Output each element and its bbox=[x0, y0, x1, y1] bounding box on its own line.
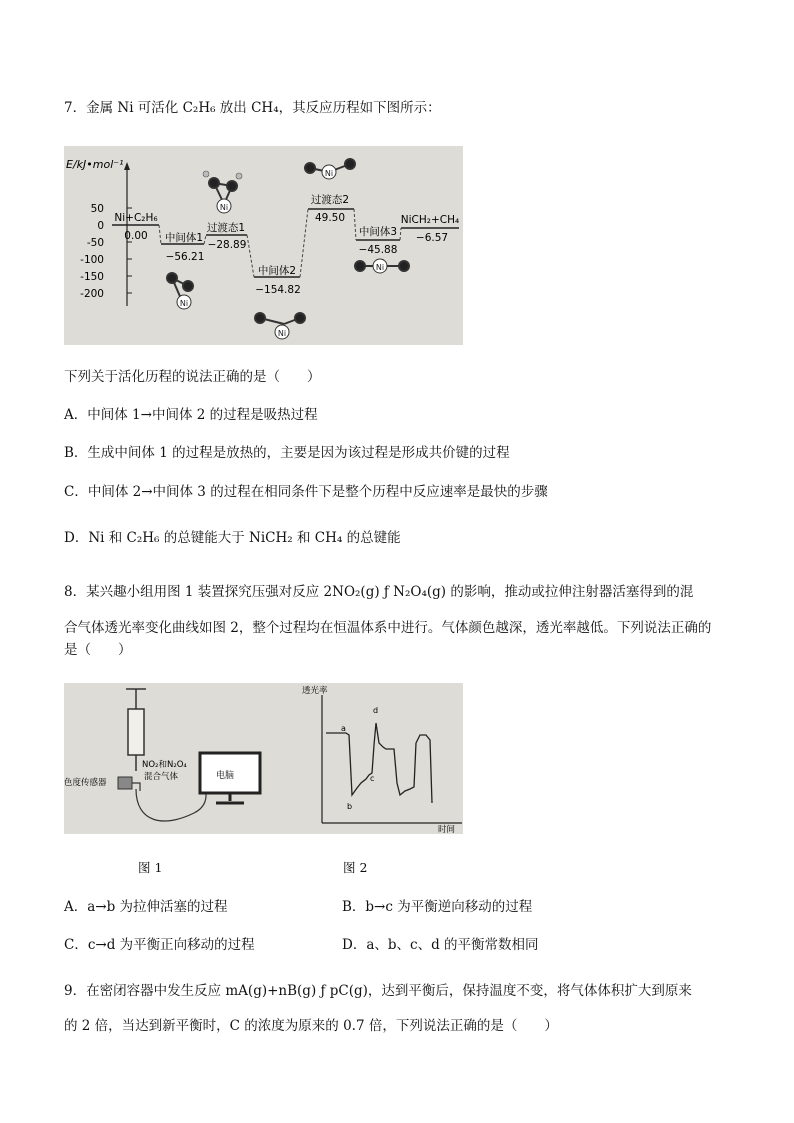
syringe-icon bbox=[126, 689, 146, 771]
point-c: c bbox=[370, 774, 375, 783]
q8-figures bbox=[64, 683, 463, 834]
q9-stem-line1: 9．在密闭容器中发生反应 mA(g)+nB(g) ƒ pC(g)，达到平衡后，保持温度不变，将气体体积扩大到原来 bbox=[64, 983, 692, 999]
svg-text:电脑: 电脑 bbox=[216, 771, 235, 781]
point-b: b bbox=[347, 802, 353, 811]
state-value: −45.88 bbox=[358, 244, 398, 256]
state-value: 49.50 bbox=[314, 212, 346, 224]
q7-option-d[interactable]: D．Ni 和 C₂H₆ 的总键能大于 NiCH₂ 和 CH₄ 的总键能 bbox=[64, 530, 401, 546]
q7-option-c[interactable]: C．中间体 2→中间体 3 的过程在相同条件下是整个历程中反应速率是最快的步骤 bbox=[64, 484, 548, 500]
state-name: 过渡态2 bbox=[310, 194, 350, 206]
state-name: 中间体2 bbox=[257, 265, 297, 277]
tick-label: -150 bbox=[80, 271, 104, 283]
y-axis-label: E/kJ•mol⁻¹ bbox=[66, 158, 124, 171]
point-a: a bbox=[341, 724, 346, 733]
state-value: −154.82 bbox=[255, 284, 301, 296]
q8-option-c[interactable]: C．c→d 为平衡正向移动的过程 bbox=[64, 937, 255, 953]
state-value: 0.00 bbox=[124, 230, 148, 242]
gas-label-line2: 混合气体 bbox=[144, 772, 179, 782]
chart-y-label: 透光率 bbox=[302, 686, 328, 696]
tick-label: 0 bbox=[97, 220, 104, 232]
q7-question: 下列关于活化历程的说法正确的是（ ） bbox=[64, 369, 321, 385]
fig1-caption: 图 1 bbox=[138, 860, 163, 875]
tick-label: 50 bbox=[90, 203, 104, 215]
molecule-int1 bbox=[167, 273, 193, 309]
q9-stem-line2: 的 2 倍，当达到新平衡时，C 的浓度为原来的 0.7 倍，下列说法正确的是（ ） bbox=[64, 1018, 558, 1034]
state-value: −28.89 bbox=[207, 239, 247, 251]
svg-text:Ni: Ni bbox=[375, 263, 385, 272]
computer-icon bbox=[200, 753, 260, 803]
q8-stem-line1: 8．某兴趣小组用图 1 装置探究压强对反应 2NO₂(g) ƒ N₂O₄(g) 的影响，推动或拉伸注射器活塞得到的混 bbox=[64, 584, 694, 600]
molecule-ts2 bbox=[305, 159, 355, 179]
fig2-caption: 图 2 bbox=[343, 860, 368, 875]
svg-text:Ni: Ni bbox=[277, 329, 287, 338]
q8-option-a[interactable]: A．a→b 为拉伸活塞的过程 bbox=[64, 899, 228, 915]
state-name: 过渡态1 bbox=[206, 222, 246, 234]
svg-text:Ni: Ni bbox=[179, 299, 189, 308]
molecule-int2 bbox=[255, 313, 305, 339]
q7-stem: 7．金属 Ni 可活化 C₂H₆ 放出 CH₄，其反应历程如下图所示： bbox=[64, 100, 441, 116]
tick-label: -50 bbox=[86, 237, 104, 249]
q7-option-a[interactable]: A．中间体 1→中间体 2 的过程是吸热过程 bbox=[64, 407, 318, 423]
q8-stem-line2: 合气体透光率变化曲线如图 2，整个过程均在恒温体系中进行。气体颜色越深，透光率越低。下列说法正确的 bbox=[64, 620, 712, 636]
molecule-ts1 bbox=[203, 171, 242, 213]
energy-profile-diagram bbox=[64, 146, 463, 345]
gas-label-line1: NO₂和N₂O₄ bbox=[142, 760, 187, 770]
q8-option-b[interactable]: B．b→c 为平衡逆向移动的过程 bbox=[342, 899, 533, 915]
molecule-int3 bbox=[355, 259, 409, 273]
state-name: Ni+C₂H₆ bbox=[114, 212, 158, 224]
point-d: d bbox=[373, 706, 379, 715]
svg-text:Ni: Ni bbox=[324, 169, 334, 178]
state-name: 中间体1 bbox=[164, 232, 204, 244]
q8-option-d[interactable]: D．a、b、c、d 的平衡常数相同 bbox=[342, 937, 539, 953]
svg-text:Ni: Ni bbox=[219, 203, 229, 212]
tick-label: -200 bbox=[80, 288, 104, 300]
sensor-icon bbox=[118, 777, 132, 789]
state-value: −6.57 bbox=[415, 232, 449, 244]
q8-stem-line3: 是（ ） bbox=[64, 642, 132, 658]
state-name: 中间体3 bbox=[358, 226, 398, 238]
sensor-label: 色度传感器 bbox=[64, 778, 107, 788]
tick-label: -100 bbox=[80, 254, 104, 266]
state-value: −56.21 bbox=[165, 251, 205, 263]
state-name: NiCH₂+CH₄ bbox=[400, 214, 460, 226]
q7-option-b[interactable]: B．生成中间体 1 的过程是放热的，主要是因为该过程是形成共价键的过程 bbox=[64, 445, 510, 461]
transmittance-chart bbox=[302, 685, 462, 834]
chart-x-label: 时间 bbox=[438, 825, 456, 834]
